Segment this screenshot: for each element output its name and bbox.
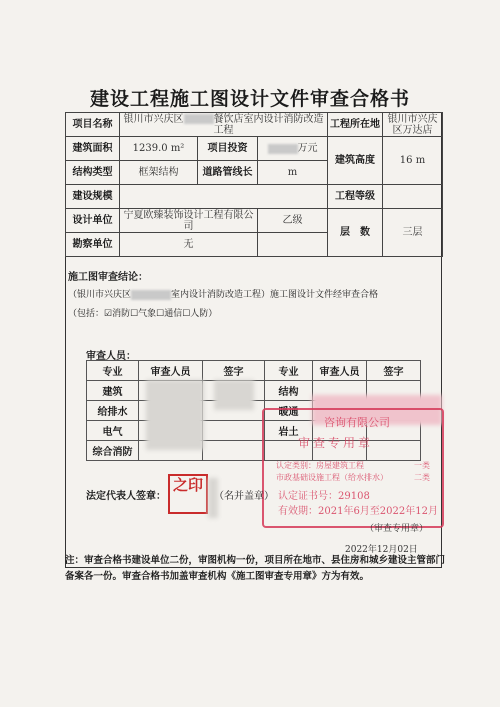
conclusion-heading: 施工图审查结论： bbox=[68, 272, 148, 283]
investment-label: 项目投资 bbox=[198, 137, 258, 161]
signature-cell bbox=[203, 441, 265, 461]
project-info-table bbox=[65, 112, 443, 257]
stamp-title: 审查专用章 bbox=[298, 436, 374, 450]
discipline-cell: 岩土 bbox=[265, 421, 313, 441]
legal-rep-label: 法定代表人签章： bbox=[86, 491, 166, 502]
design-unit-label: 设计单位 bbox=[66, 209, 120, 233]
floors-value: 三层 bbox=[383, 209, 443, 257]
structure-label: 结构类型 bbox=[66, 161, 120, 185]
review-stamp bbox=[262, 408, 444, 528]
redacted-signatures bbox=[214, 380, 254, 410]
header-signature-2: 签字 bbox=[367, 361, 421, 381]
discipline-cell: 电气 bbox=[87, 421, 139, 441]
stamp-category-2: 市政基础设施工程（给水排水） bbox=[276, 473, 388, 482]
document-title: 建设工程施工图设计文件审查合格书 bbox=[89, 88, 410, 110]
stamp-grade-2: 二类 bbox=[414, 473, 430, 482]
discipline-cell: 给排水 bbox=[87, 401, 139, 421]
project-name-label: 项目名称 bbox=[66, 113, 120, 137]
location-label: 工程所在地 bbox=[328, 113, 383, 137]
survey-grade-value bbox=[258, 233, 328, 257]
footer-note: 注：审查合格书建设单位二份，审图机构一份，项目所在地市、县住房和城乡建设主管部门备案各一份。审查合格书加盖审查机构《施工图审查专用章》方为有效。 bbox=[65, 555, 446, 582]
discipline-cell: 综合消防 bbox=[87, 441, 139, 461]
issue-date: 2022年12月02日 bbox=[345, 545, 418, 555]
reviewers-header-row bbox=[87, 361, 421, 381]
header-discipline: 专业 bbox=[87, 361, 139, 381]
height-label: 建筑高度 bbox=[328, 137, 383, 185]
legal-rep-suffix: （名并盖章） bbox=[214, 491, 274, 502]
structure-value: 框架结构 bbox=[120, 161, 198, 185]
height-value: 16 m bbox=[383, 137, 443, 185]
discipline-cell: 暖通 bbox=[265, 401, 313, 421]
project-name-value: 银川市兴庆区 餐饮店室内设计消防改造工程 bbox=[120, 113, 328, 137]
stamp-grade-1: 一类 bbox=[414, 461, 430, 470]
design-grade-value: 乙级 bbox=[258, 209, 328, 233]
signature-cell bbox=[203, 421, 265, 441]
redacted-reviewer-names bbox=[146, 380, 204, 450]
grade-label: 工程等级 bbox=[328, 185, 383, 209]
survey-unit-label: 勘察单位 bbox=[66, 233, 120, 257]
reviewers-label: 审查人员： bbox=[86, 351, 136, 362]
pipeline-value: m bbox=[258, 161, 328, 185]
discipline-cell: 结构 bbox=[265, 381, 313, 401]
header-discipline-2: 专业 bbox=[265, 361, 313, 381]
header-reviewer-2: 审查人员 bbox=[313, 361, 367, 381]
stamp-category: 认定类别：房屋建筑工程 bbox=[276, 461, 364, 470]
investment-value: 万元 bbox=[258, 137, 328, 161]
stamp-org-name: 咨询有限公司 bbox=[324, 416, 390, 429]
header-signature: 签字 bbox=[203, 361, 265, 381]
survey-unit-value: 无 bbox=[120, 233, 258, 257]
location-value: 银川市兴庆区万达店 bbox=[383, 113, 443, 137]
conclusion-scope: （包括：☑消防☐气象☐通信☐人防） bbox=[68, 309, 218, 319]
seal-note: （审查专用章） bbox=[365, 524, 429, 534]
scale-value bbox=[120, 185, 328, 209]
stamp-validity: 有效期：2021年6月至2022年12月 bbox=[278, 506, 438, 517]
floors-label: 层 数 bbox=[328, 209, 383, 257]
area-label: 建筑面积 bbox=[66, 137, 120, 161]
legal-rep-seal: 之印 bbox=[168, 474, 208, 514]
review-conclusion bbox=[68, 268, 438, 319]
header-reviewer: 审查人员 bbox=[139, 361, 203, 381]
area-value: 1239.0 m² bbox=[120, 137, 198, 161]
grade-value bbox=[383, 185, 443, 209]
scale-label: 建设规模 bbox=[66, 185, 120, 209]
conclusion-text: （银川市兴庆区 室内设计消防改造工程）施工图设计文件经审查合格 bbox=[68, 290, 379, 300]
design-unit-value: 宁夏欧臻装饰设计工程有限公司 bbox=[120, 209, 258, 233]
discipline-cell: 建筑 bbox=[87, 381, 139, 401]
stamp-certificate: 认定证书号：29108 bbox=[278, 491, 370, 502]
pipeline-label: 道路管线长 bbox=[198, 161, 258, 185]
